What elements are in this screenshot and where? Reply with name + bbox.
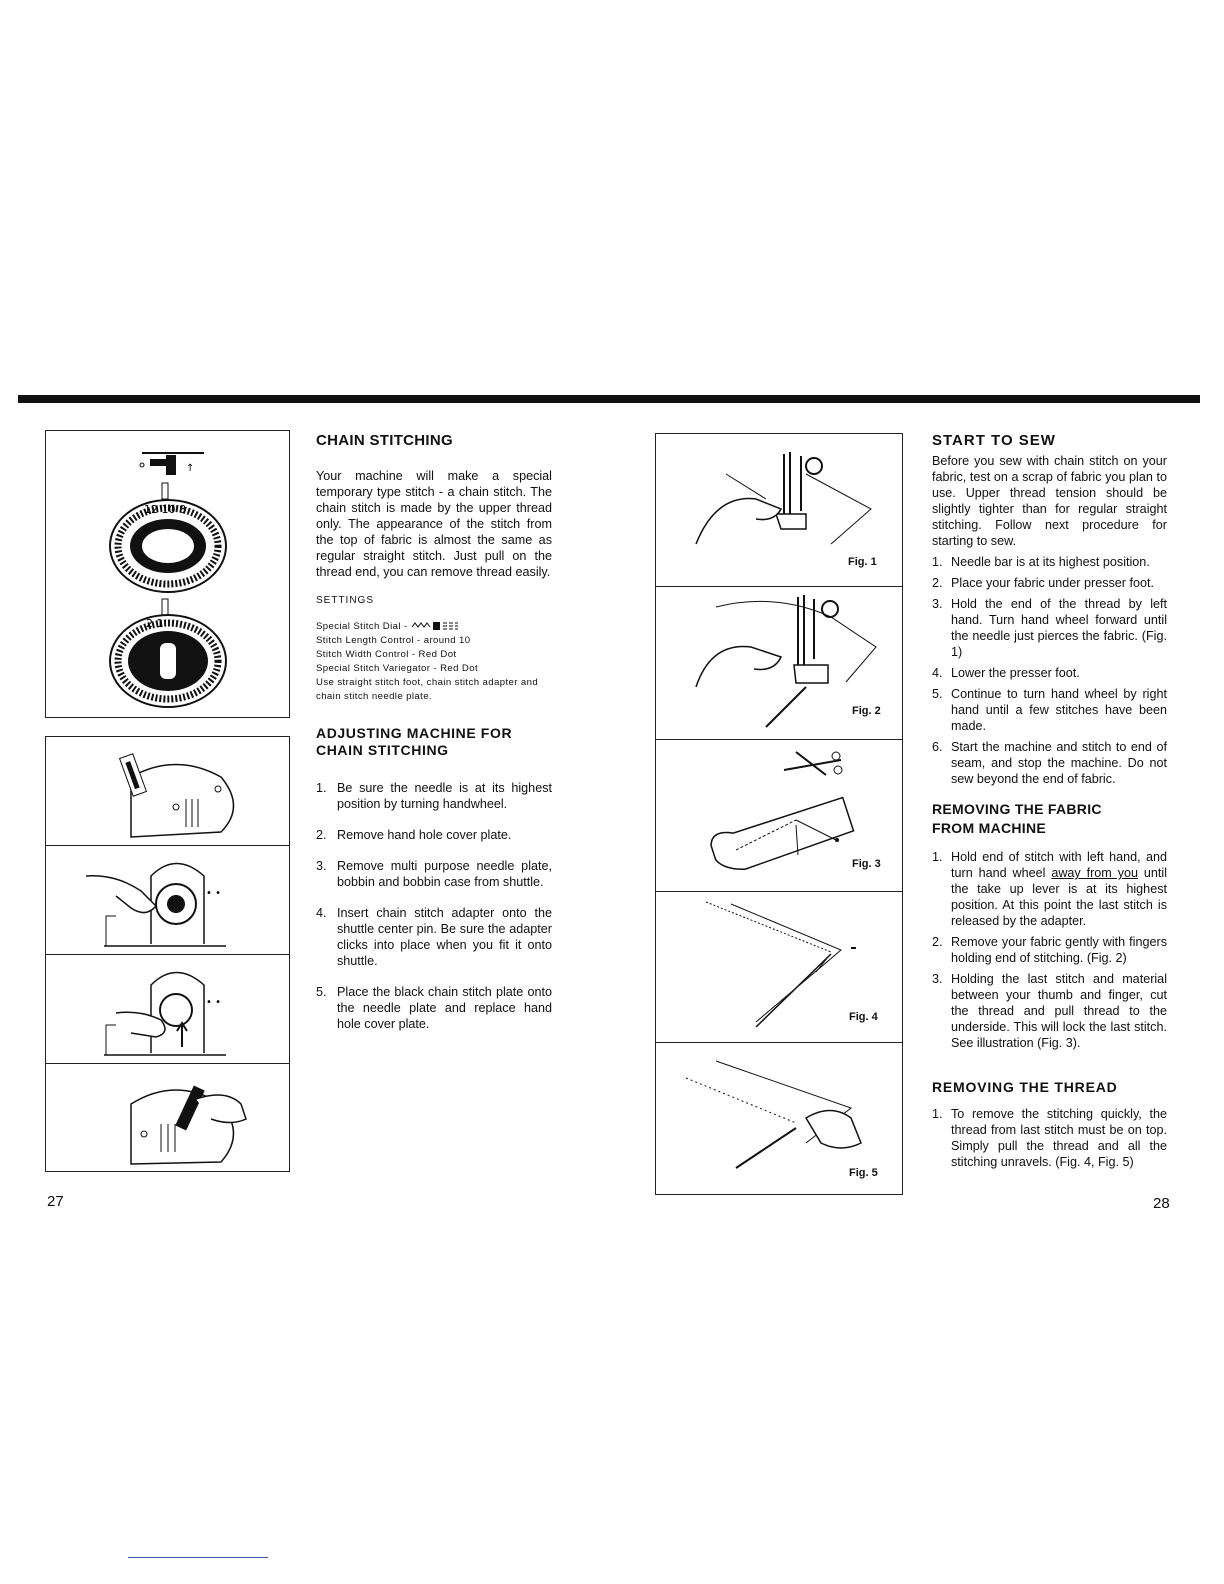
setting-stitch-length: Stitch Length Control - around 10 [316, 635, 471, 646]
step-panel-remove-bobbin [46, 846, 289, 955]
cover-plate-illustration [46, 737, 289, 845]
start-to-sew-intro: Before you sew with chain stitch on your fabric, test on a scrap of fabric you plan to use. Upper thread tension should be slightly tighter than for regular straight stitching. Follow next procedure for starting to sew. [932, 454, 1167, 548]
figure-panel-5 [656, 1043, 902, 1195]
removing-thread-heading: REMOVING THE THREAD [932, 1079, 1118, 1095]
svg-text:12 10 8: 12 10 8 [144, 503, 186, 516]
adjusting-machine-heading: ADJUSTING MACHINE FOR CHAIN STITCHING [316, 725, 513, 758]
adjusting-illustration-box [45, 736, 290, 1172]
fabric-steps-list [932, 849, 1167, 1051]
list-item: 4. Insert chain stitch adapter onto the shuttle center pin. Be sure the adapter clicks into place when you fit it onto shuttle. [316, 906, 552, 968]
list-item: 3. Holding the last stitch and material between your thumb and finger, cut the thread and pull thread to the underside. This will lock the last stitch. See illustration (Fig. 3). [932, 972, 1167, 1050]
stitch-width-dial [110, 599, 226, 707]
fig1-label: Fig. 1 [848, 556, 877, 568]
list-item: 1. To remove the stitching quickly, the thread from last stitch must be on top. Simply pull the thread and all the stitching unravels. (Fig. 4, Fig. 5) [932, 1107, 1167, 1169]
figures-box [655, 433, 903, 1195]
svg-text:↑: ↑ [186, 463, 195, 474]
list-item: 2. Place your fabric under presser foot. [932, 576, 1155, 590]
figure-panel-2 [656, 587, 902, 740]
dial-illustration-box [45, 430, 290, 718]
page-number-left: 27 [47, 1193, 64, 1210]
list-item: 2. Remove your fabric gently with fingers holding end of stitching. (Fig. 2) [932, 935, 1167, 965]
fig3-label: Fig. 3 [852, 858, 881, 870]
stitch-symbol-icon [140, 453, 204, 475]
settings-heading: SETTINGS [316, 595, 375, 606]
step-panel-insert-adapter [46, 955, 289, 1064]
top-rule [18, 395, 1200, 403]
chain-stitching-intro: Your machine will make a special temporary type stitch - a chain stitch. The chain stitch is made by the upper thread only. The appearance of the stitch from the top of fabric is almost the same as regular straight stitch. Just pull on the thread end, you can remove thread easily. [316, 469, 552, 579]
setting-accessories: Use straight stitch foot, chain stitch adapter and chain stitch needle plate. [316, 677, 539, 702]
svg-text:• •: • • [206, 888, 221, 899]
chain-stitching-column [316, 432, 552, 1032]
fig5-label: Fig. 5 [849, 1167, 878, 1179]
list-item: 1. Hold end of stitch with left hand, and turn hand wheel away from you until the take up lever is at its highest position. At this point the last stitch is released by the adapter. [932, 850, 1167, 928]
removing-fabric-heading: REMOVING THE FABRIC FROM MACHINE [932, 801, 1102, 836]
figure-panel-4 [656, 892, 902, 1043]
stitch-length-dial [110, 483, 226, 592]
list-item: 6. Start the machine and stitch to end of seam, and stop the machine. Do not sew beyond the end of fabric. [932, 740, 1167, 786]
figure-panel-3 [656, 740, 902, 892]
list-item: 1. Needle bar is at its highest position. [932, 555, 1150, 569]
fig4-label: Fig. 4 [849, 1011, 878, 1023]
list-item: 3. Hold the end of the thread by left hand. Turn hand wheel forward until the needle just pierces the fabric. (Fig. 1) [932, 597, 1167, 659]
setting-variegator: Special Stitch Variegator - Red Dot [316, 663, 479, 674]
bottom-rule [128, 1557, 268, 1558]
thread-steps-list [932, 1106, 1167, 1170]
list-item: 1. Be sure the needle is at its highest position by turning handwheel. [316, 781, 552, 811]
adjusting-steps-list [316, 780, 552, 1032]
svg-text:2 1: 2 1 [146, 617, 164, 630]
adapter-insert-illustration [46, 955, 289, 1063]
setting-stitch-width: Stitch Width Control - Red Dot [316, 649, 457, 660]
page-number-right: 28 [1153, 1195, 1170, 1212]
chain-plate-illustration [46, 1064, 289, 1172]
settings-list [316, 620, 552, 704]
start-steps-list [932, 554, 1167, 787]
list-item: 2. Remove hand hole cover plate. [316, 828, 512, 842]
svg-text:• •: • • [206, 997, 221, 1008]
step-panel-place-plate [46, 1064, 289, 1172]
step-panel-remove-cover [46, 737, 289, 846]
start-to-sew-column [932, 432, 1167, 1170]
stitch-dials-illustration [46, 431, 289, 717]
bobbin-removal-illustration [46, 846, 289, 954]
list-item: 4. Lower the presser foot. [932, 666, 1080, 680]
stitch-pattern-icon [411, 621, 459, 631]
list-item: 5. Continue to turn hand wheel by right hand until a few stitches have been made. [932, 687, 1167, 733]
fig2-label: Fig. 2 [852, 705, 881, 717]
chain-stitching-heading: CHAIN STITCHING [316, 432, 453, 449]
figure-panel-1 [656, 434, 902, 587]
start-to-sew-heading: START TO SEW [932, 432, 1056, 449]
list-item: 5. Place the black chain stitch plate onto the needle plate and replace hand hole cover plate. [316, 985, 552, 1031]
setting-special-stitch-dial: Special Stitch Dial - [316, 620, 552, 634]
list-item: 3. Remove multi purpose needle plate, bobbin and bobbin case from shuttle. [316, 859, 552, 889]
